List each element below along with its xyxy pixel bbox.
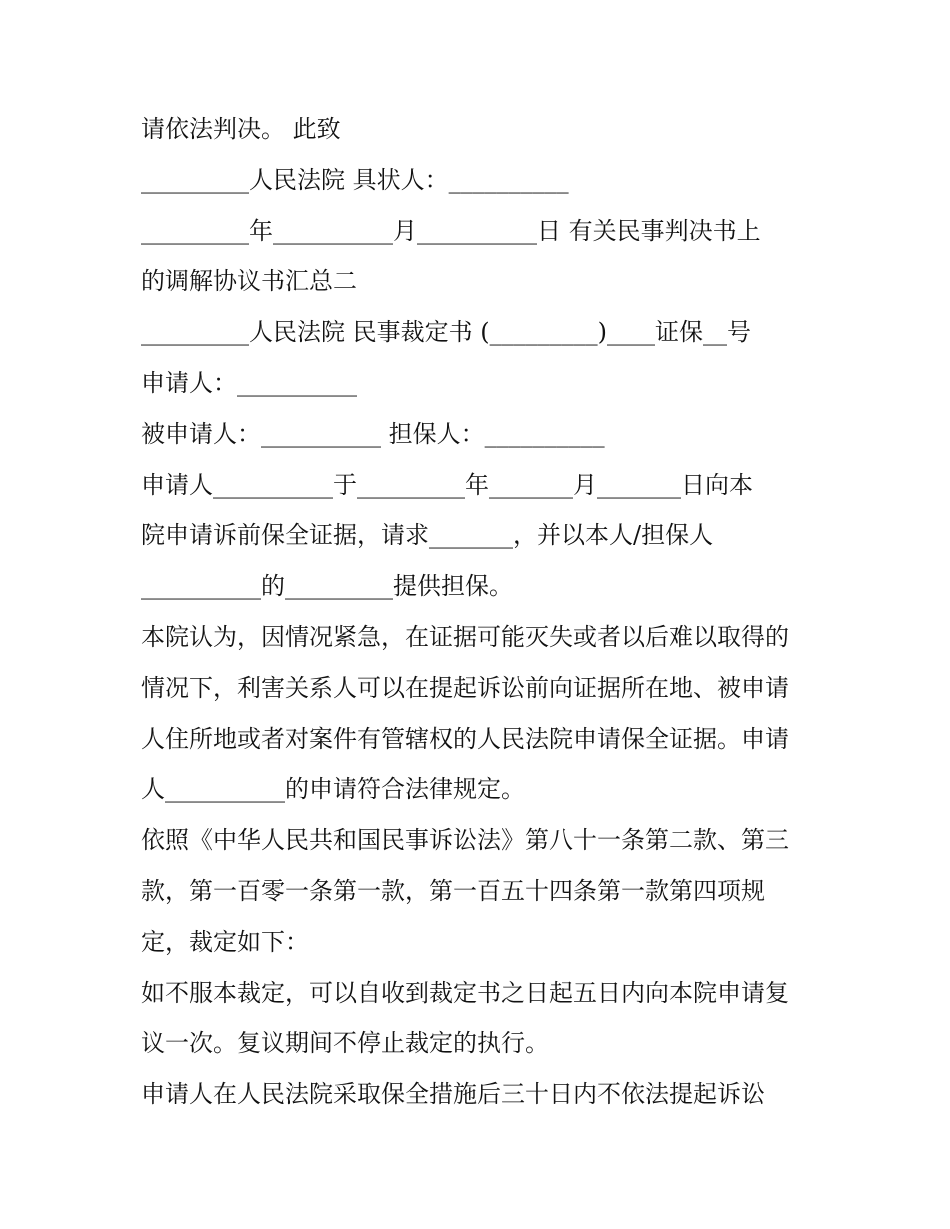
text-line: 院申请诉前保全证据，请求_______，并以本人/担保人 (141, 521, 714, 550)
text-line: 定，裁定如下： (141, 927, 309, 956)
text-line: 本院认为，因情况紧急，在证据可能灭失或者以后难以取得的 (141, 622, 789, 651)
text-line: _________年__________月__________日 有关民事判决书上 (141, 216, 761, 245)
text-line: 如不服本裁定，可以自收到裁定书之日起五日内向本院申请复 (141, 978, 789, 1007)
document-body (141, 104, 821, 1120)
text-line: 款，第一百零一条第一款，第一百五十四条第一款第四项规 (141, 876, 765, 905)
text-line: 的调解协议书汇总二 (141, 267, 357, 296)
text-line: 申请人：__________ (141, 368, 357, 397)
text-line: 依照《中华人民共和国民事诉讼法》第八十一条第二款、第三 (141, 826, 789, 855)
text-line: 被申请人：__________ 担保人：__________ (141, 419, 605, 448)
text-line: __________的_________提供担保。 (141, 572, 513, 601)
text-line: 申请人在人民法院采取保全措施后三十日内不依法提起诉讼 (141, 1080, 765, 1109)
text-line: 申请人__________于_________年_______月_______日向本 (141, 470, 753, 499)
text-line: _________人民法院 具状人：__________ (141, 165, 569, 194)
text-line: 请依法判决。 此致 (141, 115, 341, 143)
text-line: _________人民法院 民事裁定书 (_________)____证保__号 (141, 318, 751, 347)
text-line: 人__________的申请符合法律规定。 (141, 775, 525, 804)
text-line: 议一次。复议期间不停止裁定的执行。 (141, 1029, 549, 1058)
text-line: 人住所地或者对案件有管辖权的人民法院申请保全证据。申请 (141, 724, 789, 753)
text-line: 情况下，利害关系人可以在提起诉讼前向证据所在地、被申请 (141, 673, 789, 702)
